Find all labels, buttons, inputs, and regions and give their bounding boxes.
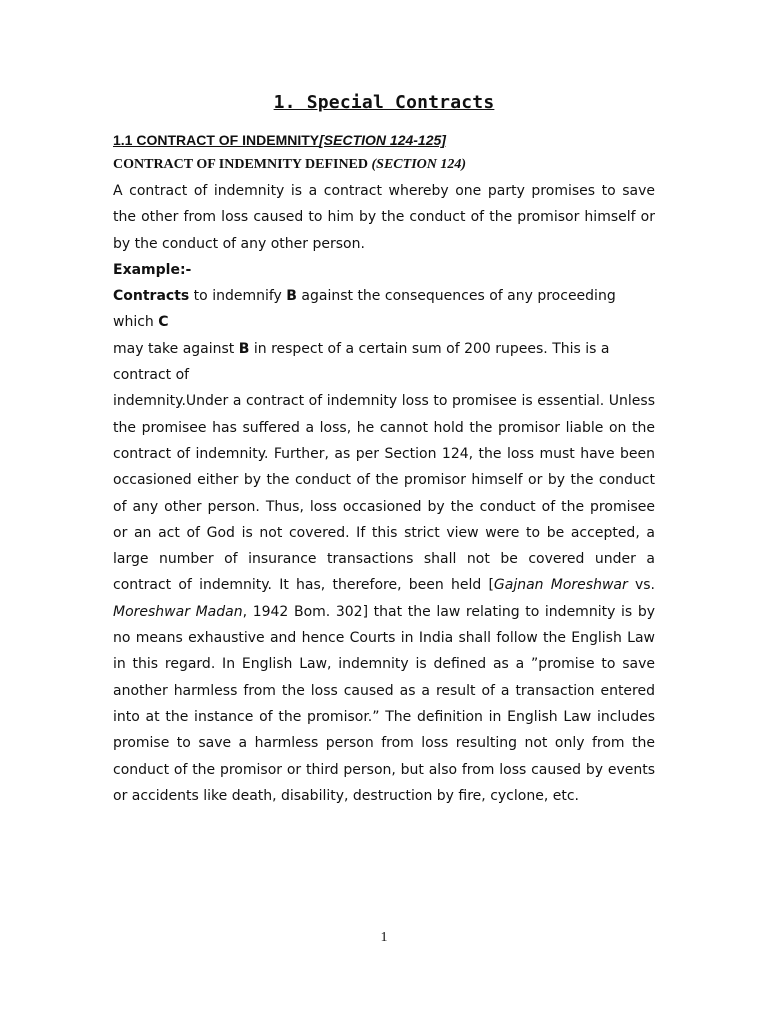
- example-text-4: in respect of a certain sum of 200 rupees. This is a contract of: [113, 340, 610, 384]
- discussion-text-2: , 1942 Bom. 302] that the law relating to indemnity is by no means exhaustive and hence Courts in India shall follow the English Law in this regard. In English Law, indemnity is defined as a ”promise to save another harmless from the loss caused as a result of a transaction entered into at the instance of the promisor.” The definition in English Law includes promise to save a harmless person from loss resulting not only from the conduct of the promisor or third person, but also from loss caused by events or accidents like death, disability, destruction by fire, cyclone, etc.: [113, 603, 655, 804]
- discussion-text-1: indemnity.Under a contract of indemnity loss to promisee is essential. Unless the promisee has suffered a loss, he cannot hold the promisor liable on the contract of indemnity. Further, as per Section 124, the loss must have been occasioned either by the conduct of the promisor himself or by the conduct of any other person. Thus, loss occasioned by the conduct of the promisee or an act of God is not covered. If this strict view were to be accepted, a large number of insurance transactions shall not be covered under a contract of indemnity. It has, therefore, been held [: [113, 393, 655, 594]
- section-reference: [SECTION 124-125]: [319, 132, 446, 148]
- example-text-1: to indemnify: [189, 288, 287, 305]
- section-heading: [113, 128, 655, 152]
- subheading-reference: (SECTION 124): [371, 157, 467, 172]
- subheading-text: CONTRACT OF INDEMNITY DEFINED: [113, 157, 372, 172]
- example-paragraph-line1: [113, 283, 655, 336]
- section-heading-text: 1.1 CONTRACT OF INDEMNITY: [113, 132, 320, 148]
- page-title: 1. Special Contracts: [273, 92, 495, 113]
- example-party-b: B: [286, 288, 297, 305]
- case-party-2: Moreshwar Madan: [113, 603, 243, 620]
- example-party-b-second: B: [238, 340, 250, 357]
- example-text-2: against the consequences of any proceeding which: [113, 288, 616, 331]
- example-contracts-word: Contracts: [113, 288, 190, 305]
- example-party-c: C: [158, 314, 169, 331]
- page-number: 1: [380, 930, 388, 945]
- case-versus: vs.: [627, 577, 656, 594]
- subheading: [113, 152, 655, 178]
- example-label: Example:-: [113, 261, 192, 278]
- discussion-paragraph: [113, 388, 655, 809]
- example-paragraph-line2: [113, 336, 655, 389]
- case-party-1: Gajnan Moreshwar: [493, 577, 628, 594]
- document-page: [113, 88, 655, 809]
- definition-paragraph: A contract of indemnity is a contract whereby one party promises to save the other from loss caused to him by the conduct of the promisor himself or by the conduct of any other person.: [113, 183, 655, 252]
- example-text-3: may take against: [113, 340, 239, 357]
